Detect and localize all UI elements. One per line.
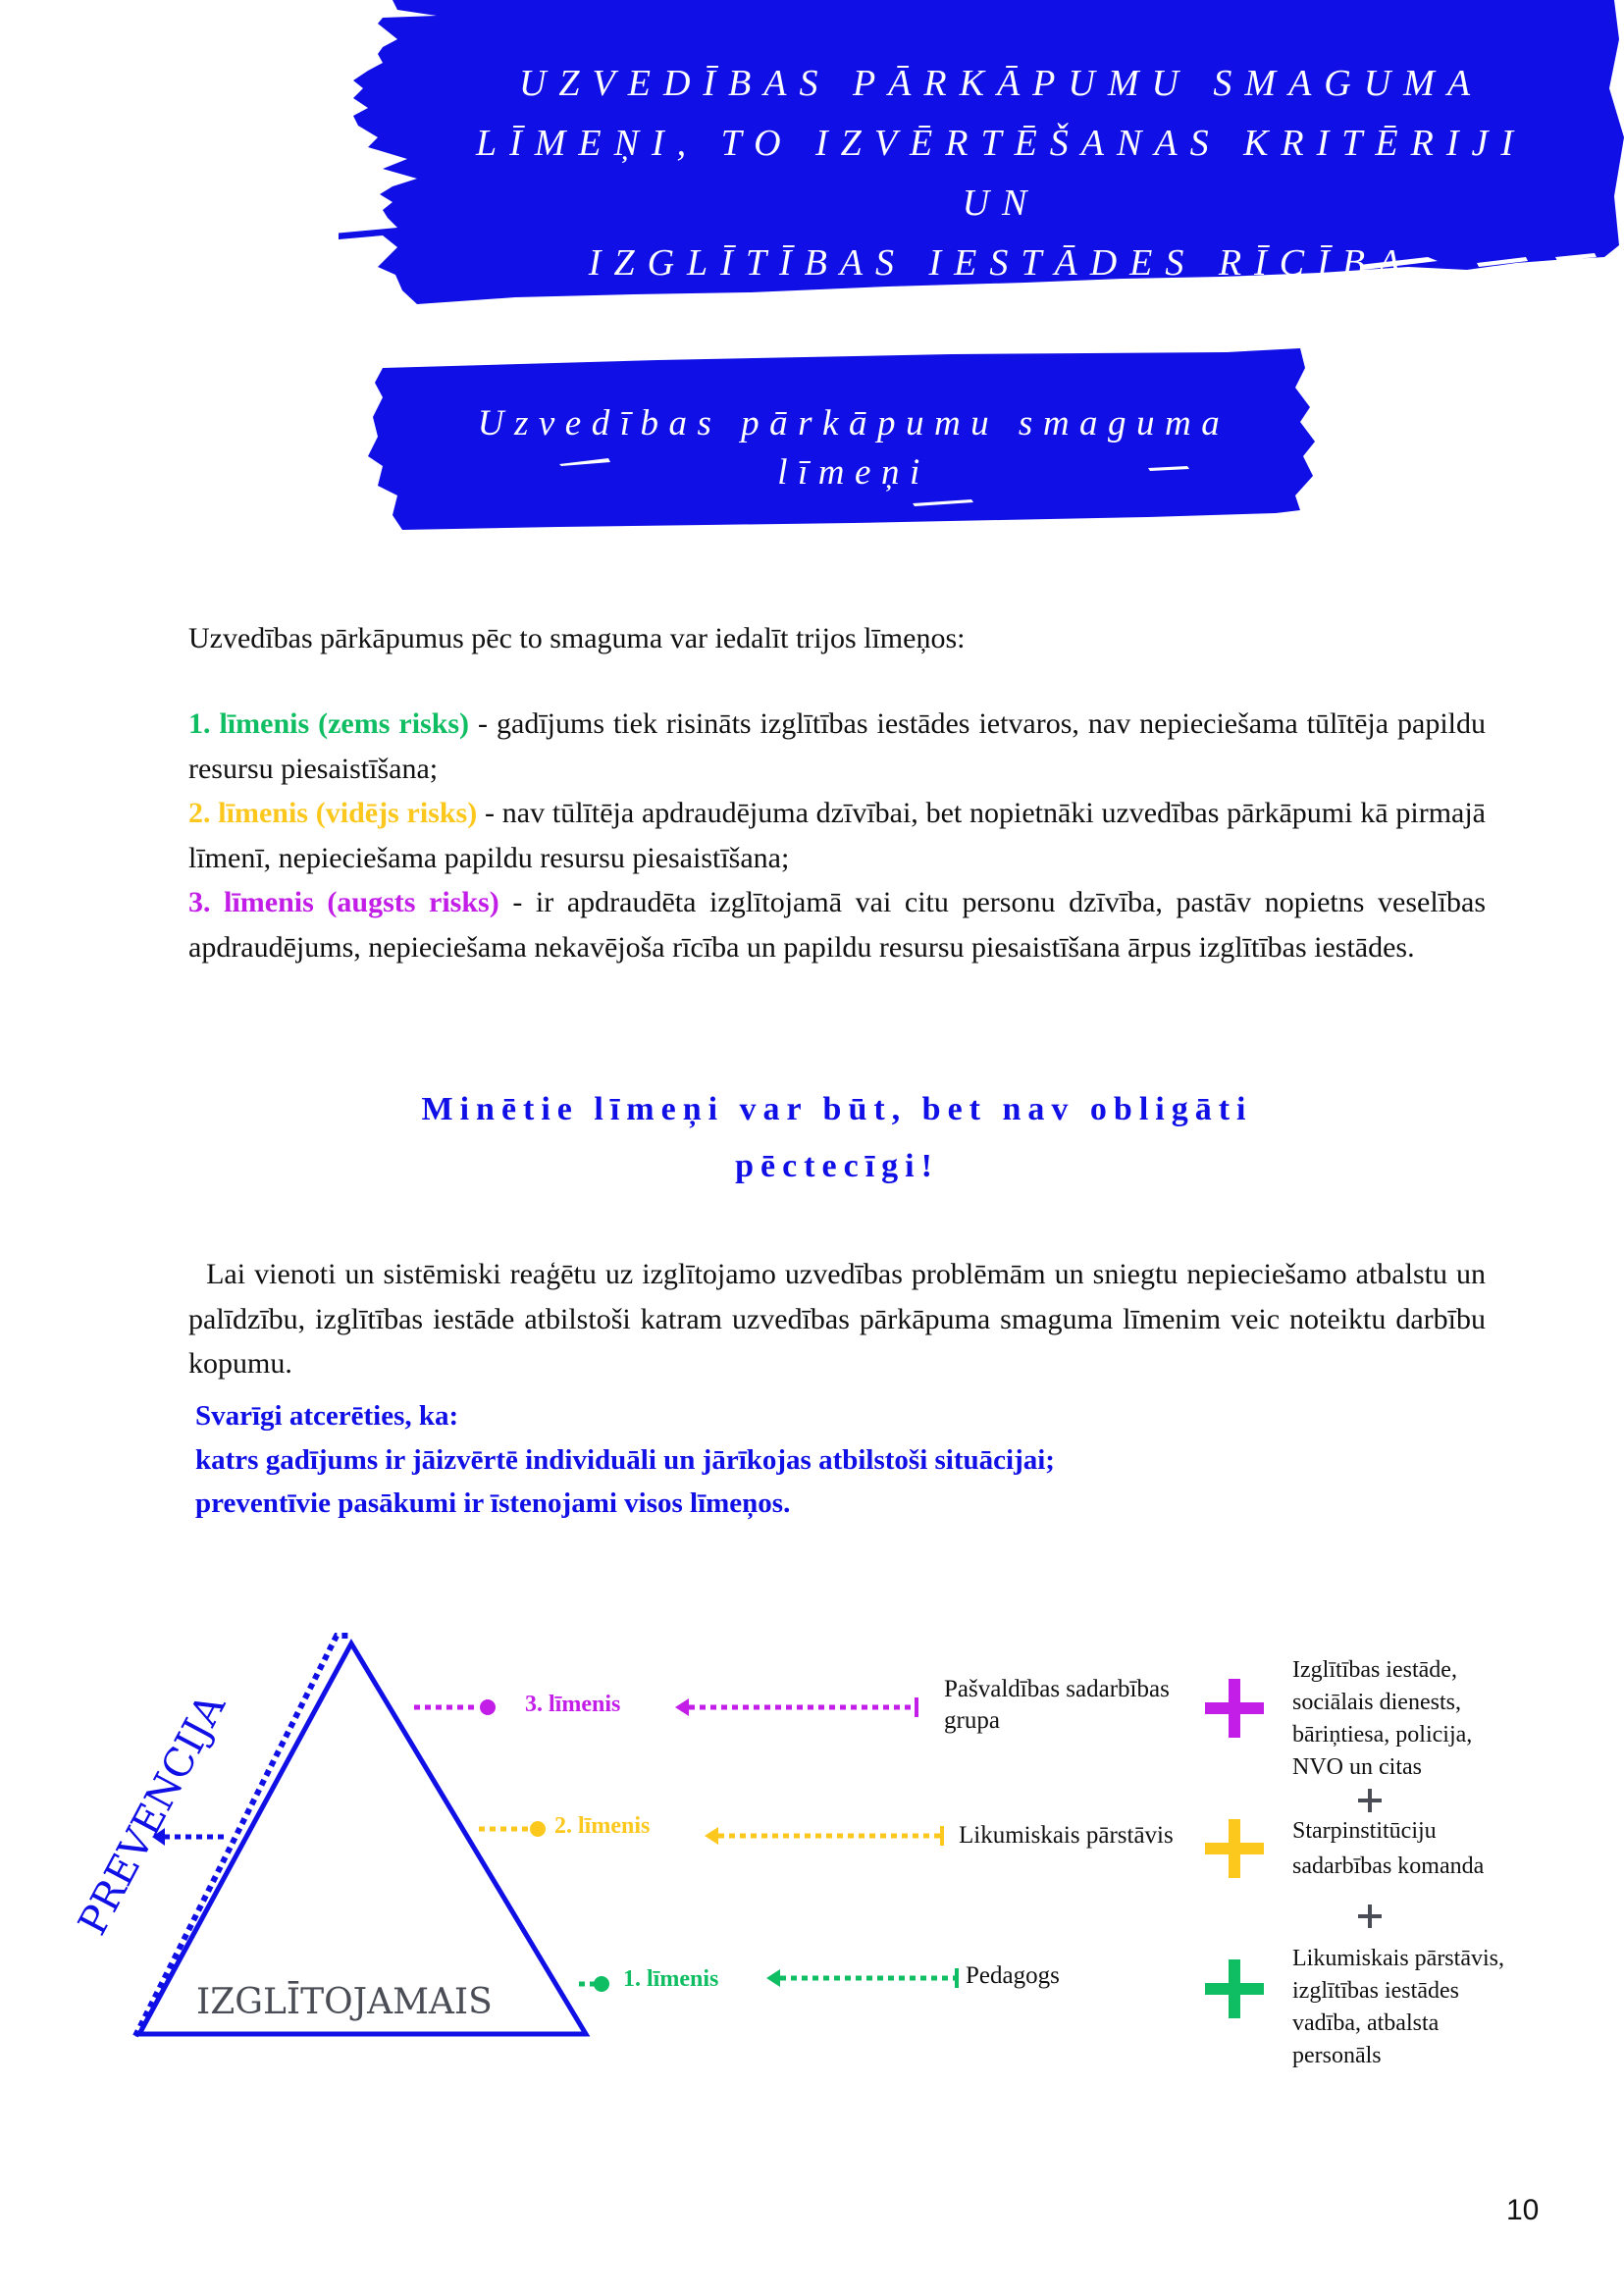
remember-item: katrs gadījums ir jāizvērtē individuāli un jārīkojas atbilstoši situācijai;: [195, 1443, 1055, 1476]
level-2-diagram-label: 2. līmenis: [554, 1813, 651, 1839]
levels-diagram: [0, 1619, 1624, 2080]
level-1-label: 1. līmenis (zems risks): [188, 707, 470, 740]
level-1-dot: [594, 1976, 609, 1992]
partners-level-2: Starpinstitūciju sadarbības komanda: [1292, 1818, 1485, 1879]
remember-heading: Svarīgi atcerēties, ka:: [195, 1400, 459, 1432]
level-3-arrow-head: [675, 1698, 689, 1716]
levels-list: [188, 702, 1486, 969]
level-3-label: 3. līmenis (augsts risks): [188, 886, 499, 918]
approach-paragraph: Lai vienoti un sistēmiski reaģētu uz izglītojamo uzvedības problēmām un sniegtu nepieciešamo atbalstu un palīdzību, izglītības iestāde atbilstoši katram uzvedības pārkāpuma smaguma līmenim veic noteiktu darbību kopumu.: [188, 1258, 1493, 1380]
callout-line-1: Minētie līmeņi var būt, bet nav obligāti: [421, 1091, 1253, 1127]
partners-level-1: Likumiskais pārstāvis, izglītības iestādes vadība, atbalsta personāls: [1292, 1946, 1504, 2068]
actor-level-2: Likumiskais pārstāvis: [959, 1822, 1174, 1849]
level-1-diagram-label: 1. līmenis: [623, 1966, 719, 1992]
level-3-dot: [480, 1699, 496, 1715]
level-1-text: - gadījums tiek risināts izglītības iestādes ietvaros, nav nepieciešama tūlītēja papildu resursu piesaistīšana;: [188, 707, 1486, 785]
remember-block: [195, 1394, 1055, 1526]
page-title: [432, 54, 1570, 293]
actor-level-1: Pedagogs: [966, 1962, 1060, 1989]
partners-level-3: Izglītības iestāde, sociālais dienests, bāriņtiesa, policija, NVO un citas: [1292, 1657, 1473, 1780]
level-2-label: 2. līmenis (vidējs risks): [188, 797, 478, 829]
callout-heading: [188, 1081, 1486, 1195]
level-3-text: - ir apdraudēta izglītojamā vai citu personu dzīvība, pastāv nopietns veselības apdraudējums, nepieciešama nekavējoša rīcība un papildu resursu piesaistīšana ārpus izglītības iestādes.: [188, 886, 1486, 964]
actor-level-3: Pašvaldības sadarbības grupa: [944, 1676, 1170, 1734]
level-2-dot: [530, 1821, 546, 1837]
title-line-3: IZGLĪTĪBAS IESTĀDES RĪCĪBA: [588, 242, 1414, 284]
plus-icon-gray: [1358, 1789, 1382, 1812]
intro-text: Uzvedības pārkāpumus pēc to smaguma var iedalīt trijos līmeņos:: [188, 622, 966, 654]
remember-item: preventīvie pasākumi ir īstenojami visos līmeņos.: [195, 1487, 791, 1519]
callout-line-2: pēctecīgi!: [735, 1148, 939, 1184]
title-line-1: UZVEDĪBAS PĀRKĀPUMU SMAGUMA: [518, 63, 1484, 104]
level-2-arrow-head: [705, 1827, 718, 1845]
student-label: IZGLĪTOJAMAIS: [196, 1982, 493, 2022]
plus-icon-green: [1205, 1959, 1264, 2018]
level-3-item: [188, 880, 1486, 969]
level-1-item: [188, 702, 1486, 791]
level-3-diagram-label: 3. līmenis: [525, 1692, 621, 1717]
title-line-2: LĪMEŅI, TO IZVĒRTĒŠANAS KRITĒRIJI UN: [475, 123, 1527, 224]
level-2-item: [188, 791, 1486, 880]
level-2-text: - nav tūlītēja apdraudējuma dzīvībai, bet nopietnāki uzvedības pārkāpumi kā pirmajā līmenī, nepieciešama papildu resursu piesaistīšana;: [188, 797, 1486, 874]
plus-icon-purple: [1205, 1679, 1264, 1738]
plus-icon-gray: [1358, 1905, 1382, 1928]
level-1-arrow-head: [766, 1969, 780, 1987]
prevention-label: PREVENCIJA: [70, 1687, 236, 1943]
plus-icon-yellow: [1205, 1819, 1264, 1878]
page-number: 10: [1506, 2194, 1540, 2226]
section-subtitle: Uzvedības pārkāpumu smaguma līmeņi: [477, 403, 1231, 493]
